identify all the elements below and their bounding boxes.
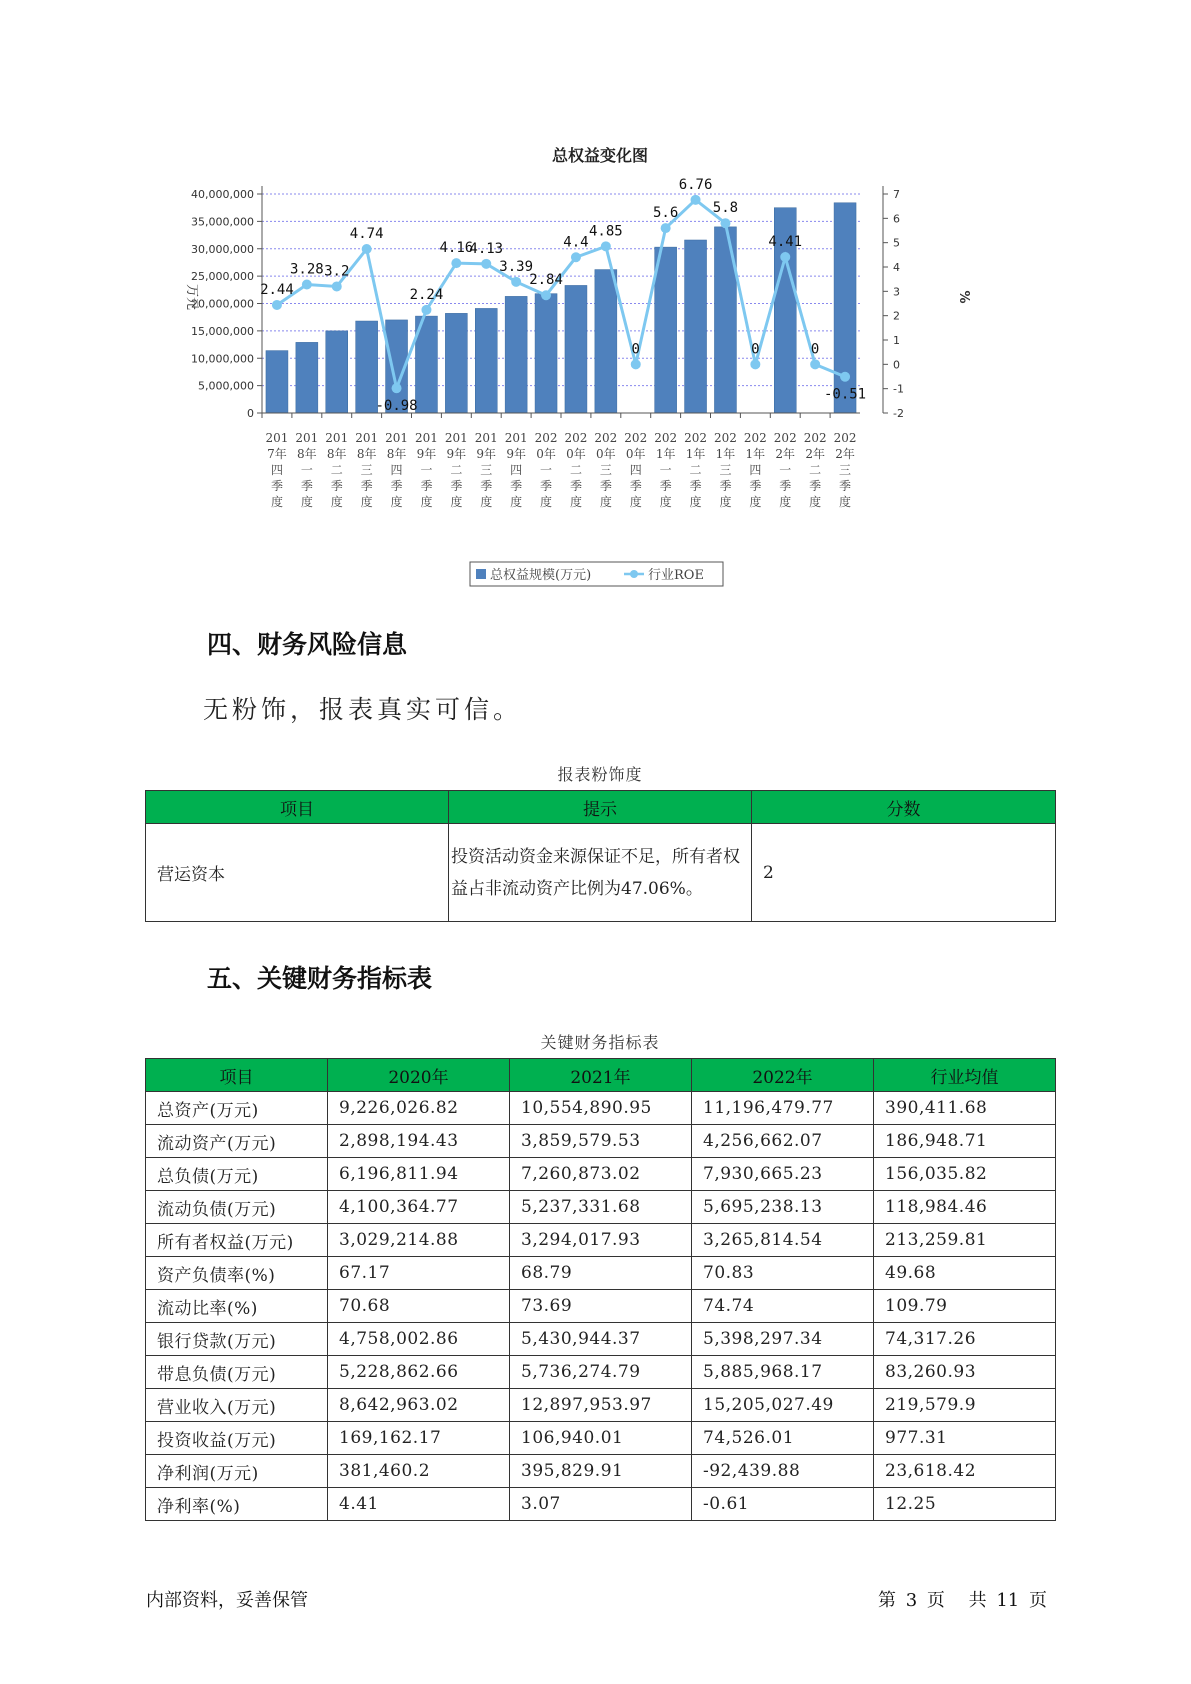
- kpi-table-row: [146, 1191, 1056, 1224]
- x-category-label: 季: [540, 479, 553, 493]
- y-tick-label: 25,000,000: [191, 270, 254, 284]
- kpi-value-cell: 70.83: [692, 1257, 874, 1290]
- roe-point: [810, 359, 820, 369]
- kpi-value-cell: 67.17: [328, 1257, 510, 1290]
- roe-point: [661, 223, 671, 233]
- x-category-label: 度: [300, 495, 313, 509]
- y2-tick-label: 4: [893, 261, 900, 274]
- x-category-label: 1年: [745, 447, 766, 461]
- x-category-label: 度: [540, 495, 553, 509]
- kpi-value-cell: 395,829.91: [510, 1455, 692, 1488]
- x-category-label: 三: [719, 463, 732, 477]
- x-category-label: 2年: [805, 447, 825, 461]
- kpi-table-body: [146, 1092, 1056, 1521]
- kpi-value-cell: 8,642,963.02: [328, 1389, 510, 1422]
- x-category-label: 202: [594, 431, 618, 445]
- x-category-label: 202: [773, 431, 797, 445]
- x-category-label: 202: [803, 431, 827, 445]
- kpi-value-cell: 4,758,002.86: [328, 1323, 510, 1356]
- x-category-label: 202: [684, 431, 708, 445]
- y-tick-label: 30,000,000: [191, 242, 254, 256]
- kpi-section-heading: 五、关键财务指标表: [207, 964, 433, 993]
- x-category-label: 二: [809, 463, 822, 477]
- roe-point: [272, 300, 282, 310]
- x-category-label: 0年: [625, 447, 646, 461]
- x-category-label: 度: [569, 495, 582, 509]
- x-category-label: 1年: [715, 447, 736, 461]
- x-category-label: 9年: [476, 447, 497, 461]
- x-category-label: 1年: [685, 447, 706, 461]
- kpi-value-cell: 186,948.71: [874, 1125, 1056, 1158]
- x-category-label: 季: [719, 479, 732, 493]
- equity-bar: [296, 342, 318, 413]
- x-category-label: 202: [743, 431, 767, 445]
- kpi-value-cell: 74,317.26: [874, 1323, 1056, 1356]
- x-category-label: 9年: [416, 447, 437, 461]
- roe-point: [691, 195, 701, 205]
- x-category-label: 三: [599, 463, 612, 477]
- kpi-header-item: 项目: [146, 1059, 328, 1092]
- x-category-label: 度: [659, 495, 672, 509]
- kpi-value-cell: 5,885,968.17: [692, 1356, 874, 1389]
- kpi-value-cell: 83,260.93: [874, 1356, 1056, 1389]
- kpi-value-cell: 15,205,027.49: [692, 1389, 874, 1422]
- risk-table: [145, 790, 1056, 922]
- kpi-value-cell: 5,237,331.68: [510, 1191, 692, 1224]
- kpi-metric-name: 流动负债(万元): [146, 1191, 328, 1224]
- x-category-label: 季: [270, 479, 283, 493]
- kpi-table-row: [146, 1455, 1056, 1488]
- y2-tick-label: 5: [893, 236, 900, 250]
- x-category-label: 三: [839, 463, 852, 477]
- x-category-label: 一: [779, 463, 792, 477]
- x-category-label: 7年: [267, 447, 287, 461]
- x-category-label: 度: [360, 495, 373, 509]
- y2-tick-label: 6: [893, 212, 900, 226]
- kpi-value-cell: 219,579.9: [874, 1389, 1056, 1422]
- kpi-value-cell: 10,554,890.95: [510, 1092, 692, 1125]
- kpi-table: [145, 1058, 1056, 1521]
- kpi-header-industry: 行业均值: [874, 1059, 1056, 1092]
- roe-data-label: 3.28: [289, 261, 324, 278]
- footer-page-number: [878, 1586, 1051, 1612]
- legend-line-marker: [630, 570, 638, 578]
- footer-confidential-note: 内部资料，妥善保管: [146, 1590, 308, 1611]
- y-tick-label: 5,000,000: [198, 379, 254, 393]
- kpi-metric-name: 营业收入(万元): [146, 1389, 328, 1422]
- equity-bar: [565, 285, 587, 413]
- x-category-label: 0年: [566, 447, 586, 461]
- roe-point: [421, 305, 431, 315]
- legend-line-label: 行业ROE: [648, 568, 704, 583]
- x-category-label: 二: [689, 463, 702, 477]
- kpi-table-row: [146, 1158, 1056, 1191]
- x-category-label: 季: [599, 479, 612, 493]
- y-tick-label: 10,000,000: [191, 352, 254, 366]
- kpi-value-cell: 6,196,811.94: [328, 1158, 510, 1191]
- kpi-value-cell: 7,260,873.02: [510, 1158, 692, 1191]
- roe-point: [780, 252, 790, 262]
- x-category-label: 一: [420, 463, 433, 477]
- x-category-label: 季: [450, 479, 463, 493]
- x-category-label: 8年: [356, 447, 377, 461]
- y2-tick-label: -2: [893, 407, 904, 420]
- kpi-metric-name: 资产负债率(%): [146, 1257, 328, 1290]
- roe-point: [302, 280, 312, 290]
- kpi-value-cell: 9,226,026.82: [328, 1092, 510, 1125]
- roe-point: [631, 359, 641, 369]
- x-category-label: 201: [414, 431, 438, 445]
- x-category-label: 1年: [655, 447, 676, 461]
- x-category-label: 度: [270, 495, 283, 509]
- kpi-value-cell: 4,100,364.77: [328, 1191, 510, 1224]
- x-category-label: 202: [713, 431, 737, 445]
- x-category-label: 季: [659, 479, 672, 493]
- x-category-label: 度: [719, 495, 732, 509]
- roe-data-label: 4.13: [469, 240, 504, 257]
- x-category-label: 度: [599, 495, 612, 509]
- roe-data-label: 0: [751, 341, 760, 358]
- x-category-label: 8年: [297, 447, 317, 461]
- equity-bar: [655, 247, 677, 413]
- roe-data-label: 5.6: [653, 205, 679, 222]
- kpi-value-cell: 3.07: [510, 1488, 692, 1521]
- kpi-table-caption: 关键财务指标表: [540, 1033, 660, 1052]
- x-category-label: 四: [270, 463, 283, 477]
- kpi-value-cell: 5,398,297.34: [692, 1323, 874, 1356]
- x-category-label: 季: [360, 479, 373, 493]
- x-category-label: 季: [569, 479, 582, 493]
- x-category-label: 度: [839, 495, 852, 509]
- risk-score-cell: 2: [752, 824, 1056, 922]
- kpi-value-cell: 5,736,274.79: [510, 1356, 692, 1389]
- legend-bar-swatch: [476, 569, 486, 579]
- roe-point: [750, 359, 760, 369]
- kpi-table-header-row: [146, 1059, 1056, 1092]
- kpi-value-cell: -92,439.88: [692, 1455, 874, 1488]
- x-category-label: 一: [659, 463, 672, 477]
- kpi-table-row: [146, 1356, 1056, 1389]
- legend-bar-label: 总权益规模(万元): [490, 568, 592, 583]
- risk-table-caption: 报表粉饰度: [557, 765, 643, 784]
- chart-x-categories: [265, 431, 856, 509]
- equity-bar: [535, 294, 557, 413]
- kpi-value-cell: 381,460.2: [328, 1455, 510, 1488]
- roe-point: [720, 218, 730, 228]
- x-category-label: 0年: [596, 447, 616, 461]
- roe-point: [332, 281, 342, 291]
- x-category-label: 季: [330, 479, 343, 493]
- risk-item-cell: 营运资本: [146, 824, 449, 922]
- kpi-metric-name: 带息负债(万元): [146, 1356, 328, 1389]
- kpi-metric-name: 流动资产(万元): [146, 1125, 328, 1158]
- kpi-header-2020: 2020年: [328, 1059, 510, 1092]
- x-category-label: 201: [504, 431, 528, 445]
- kpi-value-cell: -0.61: [692, 1488, 874, 1521]
- x-category-label: 季: [300, 479, 313, 493]
- x-category-label: 9年: [506, 447, 526, 461]
- equity-bar: [595, 270, 617, 413]
- kpi-table-row: [146, 1389, 1056, 1422]
- equity-bar: [445, 313, 467, 413]
- kpi-metric-name: 银行贷款(万元): [146, 1323, 328, 1356]
- x-category-label: 202: [833, 431, 857, 445]
- kpi-value-cell: 3,859,579.53: [510, 1125, 692, 1158]
- kpi-value-cell: 106,940.01: [510, 1422, 692, 1455]
- kpi-table-row: [146, 1488, 1056, 1521]
- roe-data-label: -0.98: [375, 398, 418, 415]
- risk-header-item: 项目: [146, 791, 449, 824]
- risk-header-hint: 提示: [449, 791, 752, 824]
- roe-data-label: 0: [631, 341, 640, 358]
- kpi-value-cell: 12,897,953.97: [510, 1389, 692, 1422]
- kpi-metric-name: 净利润(万元): [146, 1455, 328, 1488]
- x-category-label: 季: [390, 479, 403, 493]
- x-category-label: 2年: [775, 447, 796, 461]
- y-tick-label: 15,000,000: [191, 324, 254, 338]
- x-category-label: 201: [265, 431, 289, 445]
- kpi-value-cell: 5,228,862.66: [328, 1356, 510, 1389]
- x-category-label: 201: [355, 431, 379, 445]
- kpi-value-cell: 977.31: [874, 1422, 1056, 1455]
- kpi-value-cell: 4,256,662.07: [692, 1125, 874, 1158]
- x-category-label: 季: [420, 479, 433, 493]
- y-tick-label: 0: [247, 407, 254, 420]
- roe-point: [601, 241, 611, 251]
- kpi-value-cell: 156,035.82: [874, 1158, 1056, 1191]
- kpi-metric-name: 总负债(万元): [146, 1158, 328, 1191]
- kpi-value-cell: 3,265,814.54: [692, 1224, 874, 1257]
- roe-point: [362, 244, 372, 254]
- x-category-label: 季: [839, 479, 852, 493]
- kpi-value-cell: 4.41: [328, 1488, 510, 1521]
- roe-point: [451, 258, 461, 268]
- kpi-value-cell: 74.74: [692, 1290, 874, 1323]
- roe-data-label: -0.51: [823, 386, 867, 403]
- total-prefix: 共: [968, 1590, 987, 1611]
- x-category-label: 202: [654, 431, 678, 445]
- kpi-value-cell: 68.79: [510, 1257, 692, 1290]
- roe-point: [541, 290, 551, 300]
- chart-gridlines: [262, 194, 860, 386]
- kpi-value-cell: 49.68: [874, 1257, 1056, 1290]
- equity-bar: [505, 296, 527, 413]
- x-category-label: 度: [480, 495, 493, 509]
- x-category-label: 度: [779, 495, 792, 509]
- page-current: 3: [905, 1590, 918, 1611]
- x-category-label: 度: [390, 495, 403, 509]
- kpi-value-cell: 118,984.46: [874, 1191, 1056, 1224]
- roe-data-label: 5.8: [712, 200, 739, 217]
- roe-point: [392, 383, 402, 393]
- kpi-value-cell: 11,196,479.77: [692, 1092, 874, 1125]
- kpi-header-2022: 2022年: [692, 1059, 874, 1092]
- equity-bar: [266, 351, 288, 413]
- x-category-label: 二: [330, 463, 343, 477]
- kpi-metric-name: 净利率(%): [146, 1488, 328, 1521]
- risk-table-header-row: [146, 791, 1056, 824]
- x-category-label: 0年: [536, 447, 556, 461]
- x-category-label: 201: [474, 431, 498, 445]
- x-category-label: 四: [510, 463, 523, 477]
- roe-data-label: 4.41: [768, 234, 803, 251]
- x-category-label: 度: [330, 495, 343, 509]
- x-category-label: 度: [689, 495, 702, 509]
- roe-data-label: 0: [810, 341, 820, 358]
- x-category-label: 一: [540, 463, 553, 477]
- y-axis-label: 万元: [184, 283, 199, 311]
- x-category-label: 度: [450, 495, 463, 509]
- kpi-value-cell: 73.69: [510, 1290, 692, 1323]
- kpi-value-cell: 390,411.68: [874, 1092, 1056, 1125]
- y2-axis-label: %: [956, 290, 971, 304]
- x-category-label: 8年: [326, 447, 347, 461]
- risk-section-heading: 四、财务风险信息: [207, 630, 408, 659]
- y-tick-label: 20,000,000: [191, 297, 254, 311]
- x-category-label: 季: [779, 479, 792, 493]
- y-tick-label: 35,000,000: [191, 215, 254, 229]
- kpi-value-cell: 70.68: [328, 1290, 510, 1323]
- x-category-label: 201: [385, 431, 409, 445]
- x-category-label: 201: [325, 431, 349, 445]
- x-category-label: 2年: [835, 447, 855, 461]
- kpi-metric-name: 流动比率(%): [146, 1290, 328, 1323]
- x-category-label: 202: [534, 431, 558, 445]
- kpi-value-cell: 7,930,665.23: [692, 1158, 874, 1191]
- x-category-label: 四: [629, 463, 642, 477]
- chart-legend: [470, 562, 723, 586]
- x-category-label: 二: [450, 463, 463, 477]
- kpi-value-cell: 213,259.81: [874, 1224, 1056, 1257]
- x-category-label: 三: [480, 463, 493, 477]
- kpi-table-row: [146, 1422, 1056, 1455]
- x-category-label: 202: [564, 431, 588, 445]
- x-category-label: 季: [629, 479, 642, 493]
- chart-title: 总权益变化图: [551, 146, 649, 165]
- kpi-metric-name: 所有者权益(万元): [146, 1224, 328, 1257]
- roe-data-label: 6.76: [678, 176, 713, 193]
- roe-point: [840, 372, 850, 382]
- y2-tick-label: 3: [893, 285, 900, 299]
- roe-data-label: 4.85: [588, 223, 623, 240]
- risk-table-row: [146, 824, 1056, 922]
- kpi-value-cell: 5,430,944.37: [510, 1323, 692, 1356]
- kpi-value-cell: 109.79: [874, 1290, 1056, 1323]
- kpi-value-cell: 12.25: [874, 1488, 1056, 1521]
- kpi-metric-name: 投资收益(万元): [146, 1422, 328, 1455]
- roe-data-label: 3.39: [499, 258, 534, 275]
- kpi-value-cell: 5,695,238.13: [692, 1191, 874, 1224]
- page-total: 11: [996, 1590, 1020, 1611]
- x-category-label: 度: [420, 495, 433, 509]
- x-category-label: 季: [809, 479, 822, 493]
- x-category-label: 度: [809, 495, 822, 509]
- x-category-label: 一: [300, 463, 313, 477]
- roe-data-label: 3.2: [324, 263, 350, 280]
- kpi-value-cell: 169,162.17: [328, 1422, 510, 1455]
- x-category-label: 季: [749, 479, 762, 493]
- equity-chart-svg: [170, 132, 990, 592]
- y2-tick-label: -1: [893, 382, 904, 396]
- roe-data-label: 2.84: [529, 272, 563, 289]
- y2-tick-label: 7: [893, 188, 900, 201]
- roe-data-label: 4.4: [563, 234, 589, 251]
- equity-bar: [356, 321, 378, 413]
- x-category-label: 季: [689, 479, 702, 493]
- roe-data-label: 2.44: [260, 281, 294, 298]
- x-category-label: 季: [510, 479, 523, 493]
- equity-bar: [685, 240, 707, 413]
- kpi-header-2021: 2021年: [510, 1059, 692, 1092]
- equity-chart: [170, 132, 990, 592]
- risk-hint-cell: 投资活动资金来源保证不足，所有者权益占非流动资产比例为47.06%。: [449, 824, 752, 922]
- y-tick-label: 40,000,000: [191, 188, 254, 201]
- x-category-label: 度: [749, 495, 762, 509]
- x-category-label: 201: [444, 431, 468, 445]
- page-unit: 页: [926, 1590, 945, 1611]
- y2-tick-label: 1: [893, 334, 900, 347]
- risk-header-score: 分数: [752, 791, 1056, 824]
- roe-point: [511, 277, 521, 287]
- x-category-label: 202: [624, 431, 648, 445]
- x-category-label: 9年: [446, 447, 467, 461]
- roe-data-label: 4.74: [349, 225, 384, 242]
- kpi-table-row: [146, 1290, 1056, 1323]
- roe-point: [481, 259, 491, 269]
- x-category-label: 四: [749, 463, 762, 477]
- kpi-table-row: [146, 1224, 1056, 1257]
- roe-data-label: 2.24: [409, 286, 444, 303]
- kpi-value-cell: 23,618.42: [874, 1455, 1056, 1488]
- page-prefix: 第: [877, 1590, 896, 1611]
- x-category-label: 三: [360, 463, 373, 477]
- risk-summary-text: 无粉饰，报表真实可信。: [203, 695, 523, 724]
- kpi-table-row: [146, 1257, 1056, 1290]
- kpi-table-row: [146, 1125, 1056, 1158]
- equity-bar: [326, 331, 348, 413]
- total-unit: 页: [1029, 1590, 1047, 1611]
- kpi-value-cell: 3,294,017.93: [510, 1224, 692, 1257]
- x-category-label: 季: [480, 479, 493, 493]
- x-category-label: 度: [510, 495, 523, 509]
- x-category-label: 8年: [386, 447, 407, 461]
- kpi-table-row: [146, 1323, 1056, 1356]
- x-category-label: 201: [295, 431, 319, 445]
- kpi-table-row: [146, 1092, 1056, 1125]
- kpi-value-cell: 74,526.01: [692, 1422, 874, 1455]
- x-category-label: 四: [390, 463, 403, 477]
- x-category-label: 二: [569, 463, 582, 477]
- kpi-value-cell: 3,029,214.88: [328, 1224, 510, 1257]
- y2-tick-label: 0: [893, 358, 900, 372]
- roe-data-label: 4.16: [439, 240, 474, 257]
- kpi-value-cell: 2,898,194.43: [328, 1125, 510, 1158]
- kpi-metric-name: 总资产(万元): [146, 1092, 328, 1125]
- roe-point: [571, 252, 581, 262]
- y2-tick-label: 2: [893, 309, 900, 323]
- x-category-label: 度: [629, 495, 642, 509]
- equity-bar: [475, 308, 497, 413]
